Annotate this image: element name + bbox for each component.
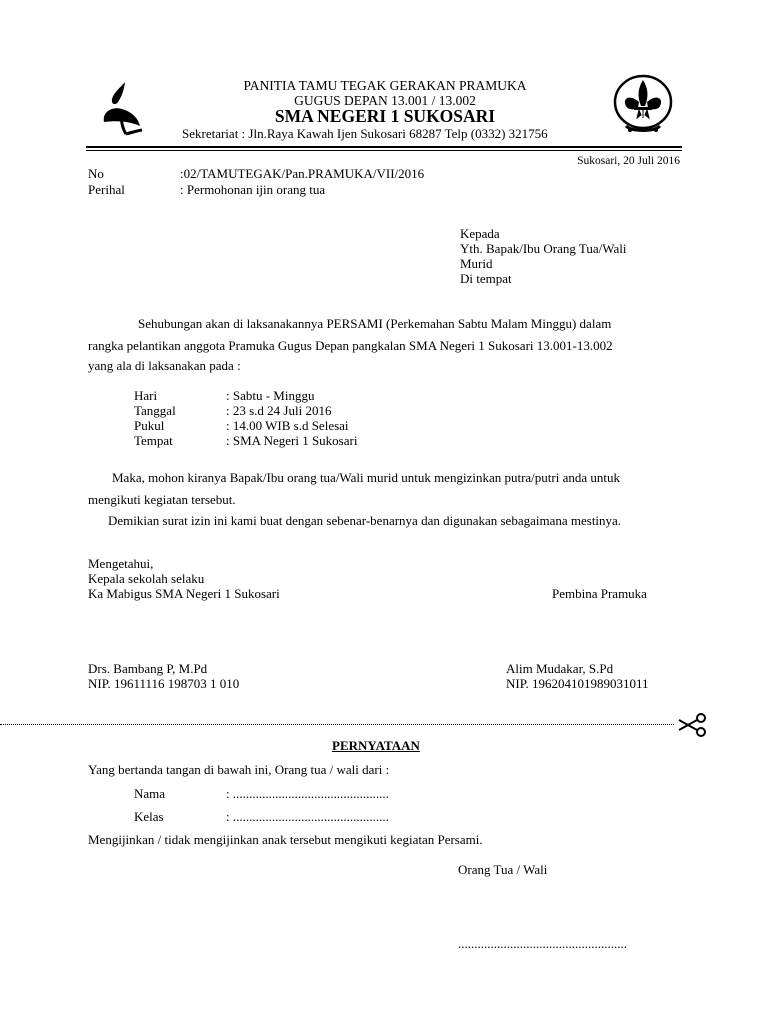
detail-value-hari: : Sabtu - Minggu (226, 388, 315, 403)
recipient-line2: Yth. Bapak/Ibu Orang Tua/Wali (460, 241, 627, 256)
letter-date: Sukosari, 20 Juli 2016 (577, 155, 680, 167)
letterhead-school-name: SMA NEGERI 1 SUKOSARI (274, 106, 496, 126)
letterhead-divider-thick (86, 146, 682, 148)
body-para1-line2: rangka pelantikan anggota Pramuka Gugus Depan pangkalan SMA Negeri 1 Sukosari 13.001-13.002 (88, 338, 613, 353)
sign-right-title: Pembina Pramuka (552, 586, 647, 601)
statement-nama-field: : ................................................ (226, 786, 389, 801)
sign-right-name: Alim Mudakar, S.Pd (506, 661, 614, 676)
statement-consent: Mengijinkan / tidak mengijinkan anak tersebut mengikuti kegiatan Persami. (88, 832, 483, 847)
statement-title: PERNYATAAN (332, 738, 420, 753)
cut-dotted-line (0, 724, 674, 725)
detail-label-tanggal: Tanggal (134, 403, 176, 418)
statement-intro: Yang bertanda tangan di bawah ini, Orang tua / wali dari : (88, 762, 390, 777)
detail-label-tempat: Tempat (134, 433, 173, 448)
perihal-value: : Permohonan ijin orang tua (180, 182, 326, 197)
detail-label-pukul: Pukul (134, 418, 165, 433)
body-para2-line1: Maka, mohon kiranya Bapak/Ibu orang tua/Wali murid untuk mengizinkan putra/putri anda untuk (112, 470, 620, 485)
sign-left-line1: Mengetahui, (88, 556, 154, 571)
sign-left-nip: NIP. 19611116 198703 1 010 (88, 676, 240, 691)
letterhead-line2: GUGUS DEPAN 13.001 / 13.002 (294, 93, 476, 108)
letterhead-divider-thin (86, 150, 682, 151)
no-value: :02/TAMUTEGAK/Pan.PRAMUKA/VII/2016 (180, 166, 425, 181)
sign-right-nip: NIP. 196204101989031011 (506, 676, 649, 691)
statement-kelas-label: Kelas (134, 809, 164, 824)
letterhead-line1: PANITIA TAMU TEGAK GERAKAN PRAMUKA (243, 78, 527, 93)
detail-value-pukul: : 14.00 WIB s.d Selesai (226, 418, 349, 433)
body-para3: Demikian surat izin ini kami buat dengan sebenar-benarnya dan digunakan sebagaimana mestinya. (108, 513, 622, 528)
detail-label-hari: Hari (134, 388, 158, 403)
scout-fleur-de-lis-emblem (612, 72, 674, 136)
statement-nama-label: Nama (134, 786, 166, 801)
no-label: No (88, 166, 104, 181)
sign-left-line3: Ka Mabigus SMA Negeri 1 Sukosari (88, 586, 280, 601)
sign-left-name: Drs. Bambang P, M.Pd (88, 661, 208, 676)
statement-sign-line: .................................................... (458, 936, 627, 951)
perihal-label: Perihal (88, 182, 125, 197)
sign-left-line2: Kepala sekolah selaku (88, 571, 205, 586)
statement-signer: Orang Tua / Wali (458, 862, 548, 877)
recipient-line4: Di tempat (460, 271, 512, 286)
statement-kelas-field: : ................................................ (226, 809, 389, 824)
recipient-line3: Murid (460, 256, 493, 271)
detail-value-tempat: : SMA Negeri 1 Sukosari (226, 433, 358, 448)
body-para2-line2: mengikuti kegiatan tersebut. (88, 492, 236, 507)
body-para1-line3: yang ala di laksanakan pada : (88, 358, 241, 373)
recipient-line1: Kepada (460, 226, 500, 241)
body-para1-line1: Sehubungan akan di laksanakannya PERSAMI (Perkemahan Sabtu Malam Minggu) dalam (138, 316, 612, 331)
scissors-icon (676, 712, 708, 738)
letterhead-secretariat: Sekretariat : Jln.Raya Kawah Ijen Sukosari 68287 Telp (0332) 321756 (182, 126, 548, 141)
detail-value-tanggal: : 23 s.d 24 Juli 2016 (226, 403, 332, 418)
tunas-kelapa-logo (98, 76, 148, 138)
